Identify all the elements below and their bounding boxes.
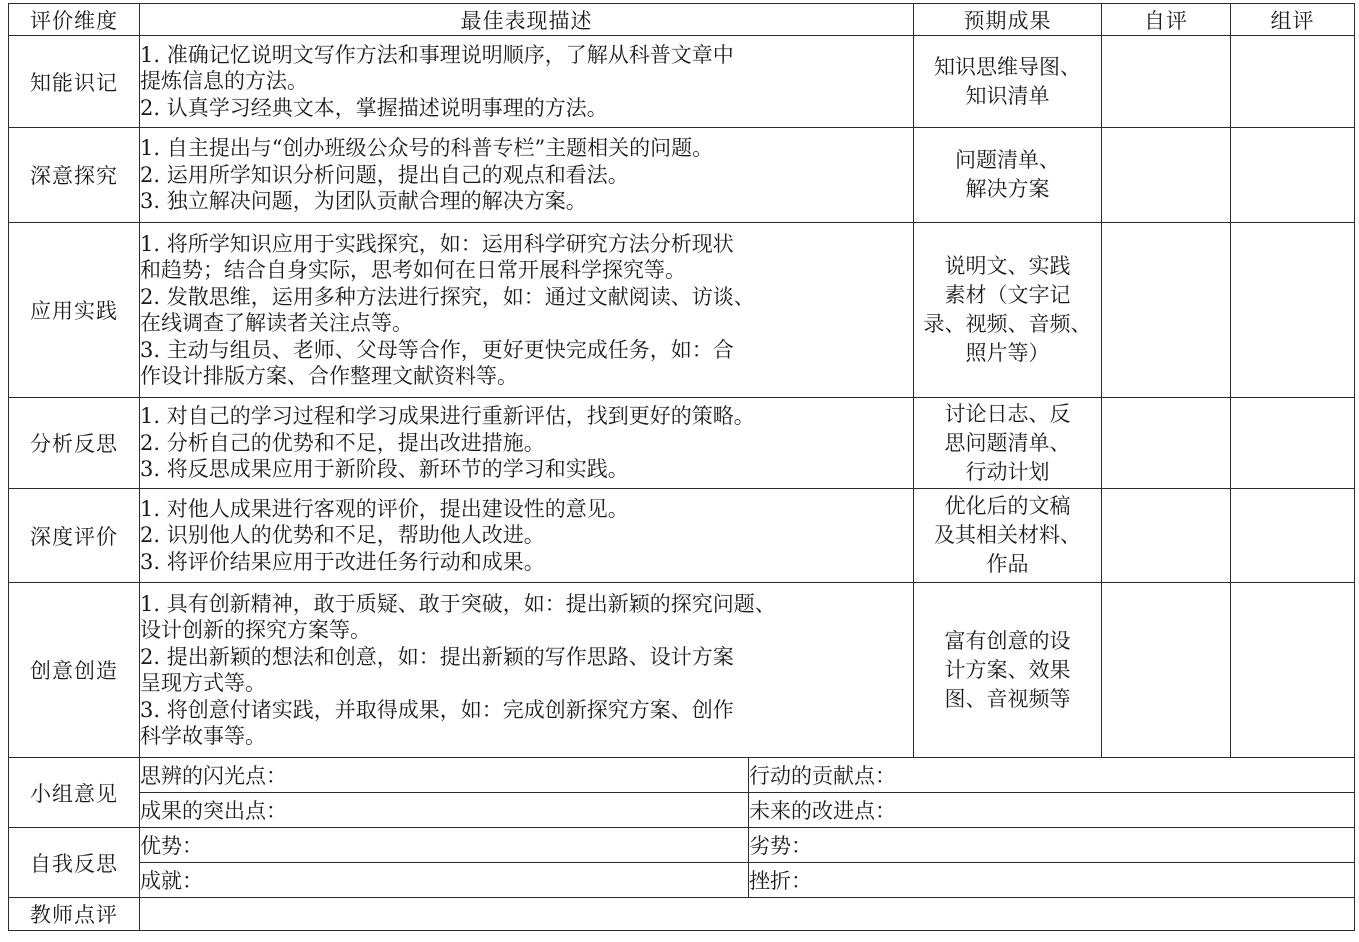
outcome-cell — [914, 128, 1102, 223]
group-eval-cell[interactable] — [1231, 583, 1355, 758]
outcome-line: 录、视频、音频、 — [923, 312, 1092, 336]
description-line: 3. 将创意付诸实践，并取得成果，如：完成创新探究方案、创作 — [140, 697, 734, 722]
self-eval-cell[interactable] — [1102, 36, 1231, 128]
table-row — [9, 36, 1355, 128]
outcome-line: 解决方案 — [965, 177, 1050, 201]
self-reflection-label: 自我反思 — [9, 828, 140, 898]
description-line: 2. 识别他人的优势和不足，帮助他人改进。 — [140, 523, 545, 548]
self-reflection-field[interactable]: 劣势： — [749, 828, 1355, 863]
outcome-cell — [914, 398, 1102, 489]
group-eval-cell[interactable] — [1231, 489, 1355, 583]
description-cell — [140, 223, 914, 398]
description-line: 3. 将反思成果应用于新阶段、新环节的学习和实践。 — [140, 457, 629, 482]
description-line: 和趋势；结合自身实际，思考如何在日常开展科学探究等。 — [140, 258, 686, 282]
self-eval-cell[interactable] — [1102, 128, 1231, 223]
description-cell — [140, 36, 914, 128]
table-row — [9, 223, 1355, 398]
description-cell — [140, 128, 914, 223]
outcome-line: 讨论日志、反 — [944, 401, 1071, 426]
description-line: 1. 将所学知识应用于实践探究，如：运用科学研究方法分析现状 — [140, 231, 734, 256]
outcome-line: 行动计划 — [965, 459, 1050, 484]
outcome-line: 照片等） — [965, 341, 1050, 365]
outcome-line: 知识思维导图、 — [934, 54, 1081, 79]
dimension-cell: 深意探究 — [9, 128, 140, 223]
table-row — [9, 128, 1355, 223]
outcome-line: 优化后的文稿 — [944, 494, 1071, 518]
description-line: 1. 自主提出与“创办班级公众号的科普专栏”主题相关的问题。 — [140, 136, 714, 161]
description-line: 3. 主动与组员、老师、父母等合作，更好更快完成任务，如：合 — [140, 337, 734, 362]
group-eval-cell[interactable] — [1231, 128, 1355, 223]
description-line: 1. 对他人成果进行客观的评价，提出建设性的意见。 — [140, 496, 629, 521]
description-line: 2. 提出新颖的想法和创意，如：提出新颖的写作思路、设计方案 — [140, 644, 734, 669]
group-opinion-field[interactable]: 思辨的闪光点： — [140, 758, 749, 793]
outcome-cell — [914, 223, 1102, 398]
description-line: 作设计排版方案、合作整理文献资料等。 — [140, 364, 518, 388]
description-cell — [140, 398, 914, 489]
group-opinion-field[interactable]: 行动的贡献点： — [749, 758, 1355, 793]
description-line: 1. 准确记忆说明文写作方法和事理说明顺序，了解从科普文章中 — [140, 42, 734, 67]
outcome-line: 计方案、效果 — [944, 657, 1071, 682]
outcome-line: 及其相关材料、 — [934, 523, 1081, 547]
header-outcome: 预期成果 — [914, 4, 1102, 36]
teacher-comment-field[interactable] — [140, 898, 1355, 931]
header-group-eval: 组评 — [1231, 4, 1355, 36]
group-eval-cell[interactable] — [1231, 36, 1355, 128]
group-opinion-field[interactable]: 成果的突出点： — [140, 793, 749, 828]
self-eval-cell[interactable] — [1102, 583, 1231, 758]
description-line: 3. 将评价结果应用于改进任务行动和成果。 — [140, 549, 545, 574]
outcome-cell — [914, 489, 1102, 583]
group-eval-cell[interactable] — [1231, 223, 1355, 398]
dimension-cell: 深度评价 — [9, 489, 140, 583]
description-line: 提炼信息的方法。 — [140, 69, 308, 94]
self-eval-cell[interactable] — [1102, 398, 1231, 489]
outcome-cell — [914, 583, 1102, 758]
description-line: 呈现方式等。 — [140, 671, 266, 695]
group-eval-cell[interactable] — [1231, 398, 1355, 489]
outcome-line: 作品 — [986, 552, 1029, 576]
description-line: 科学故事等。 — [140, 724, 266, 748]
description-line: 2. 认真学习经典文本，掌握描述说明事理的方法。 — [140, 95, 608, 120]
outcome-line: 问题清单、 — [955, 148, 1060, 172]
description-line: 3. 独立解决问题，为团队贡献合理的解决方案。 — [140, 189, 587, 214]
teacher-comment-label: 教师点评 — [9, 898, 140, 931]
group-opinion-row — [9, 793, 1355, 828]
header-description: 最佳表现描述 — [140, 4, 914, 36]
outcome-line: 知识清单 — [965, 83, 1050, 108]
description-cell — [140, 583, 914, 758]
outcome-cell — [914, 36, 1102, 128]
dimension-cell: 分析反思 — [9, 398, 140, 489]
outcome-line: 素材（文字记 — [944, 283, 1071, 307]
group-opinion-label: 小组意见 — [9, 758, 140, 828]
description-line: 2. 运用所学知识分析问题，提出自己的观点和看法。 — [140, 162, 629, 187]
description-line: 设计创新的探究方案等。 — [140, 618, 371, 642]
description-line: 2. 发散思维，运用多种方法进行探究，如：通过文献阅读、访谈、 — [140, 284, 755, 309]
self-eval-cell[interactable] — [1102, 489, 1231, 583]
evaluation-rubric-table — [8, 3, 1355, 931]
outcome-line: 思问题清单、 — [944, 430, 1071, 455]
self-eval-cell[interactable] — [1102, 223, 1231, 398]
header-dimension: 评价维度 — [9, 4, 140, 36]
dimension-cell: 知能识记 — [9, 36, 140, 128]
table-row — [9, 398, 1355, 489]
self-reflection-row — [9, 863, 1355, 898]
outcome-line: 富有创意的设 — [944, 628, 1071, 653]
description-cell — [140, 489, 914, 583]
outcome-line: 说明文、实践 — [944, 254, 1071, 278]
header-self-eval: 自评 — [1102, 4, 1231, 36]
teacher-comment-row — [9, 898, 1355, 931]
self-reflection-field[interactable]: 成就： — [140, 863, 749, 898]
self-reflection-field[interactable]: 优势： — [140, 828, 749, 863]
description-line: 1. 具有创新精神，敢于质疑、敢于突破，如：提出新颖的探究问题、 — [140, 591, 776, 616]
group-opinion-row — [9, 758, 1355, 793]
description-line: 2. 分析自己的优势和不足，提出改进措施。 — [140, 430, 545, 455]
dimension-cell: 创意创造 — [9, 583, 140, 758]
self-reflection-row — [9, 828, 1355, 863]
group-opinion-field[interactable]: 未来的改进点： — [749, 793, 1355, 828]
header-row — [9, 4, 1355, 36]
dimension-cell: 应用实践 — [9, 223, 140, 398]
self-reflection-field[interactable]: 挫折： — [749, 863, 1355, 898]
table-row — [9, 583, 1355, 758]
description-line: 1. 对自己的学习过程和学习成果进行重新评估，找到更好的策略。 — [140, 404, 755, 429]
table-row — [9, 489, 1355, 583]
outcome-line: 图、音视频等 — [944, 686, 1071, 711]
description-line: 在线调查了解读者关注点等。 — [140, 311, 413, 335]
